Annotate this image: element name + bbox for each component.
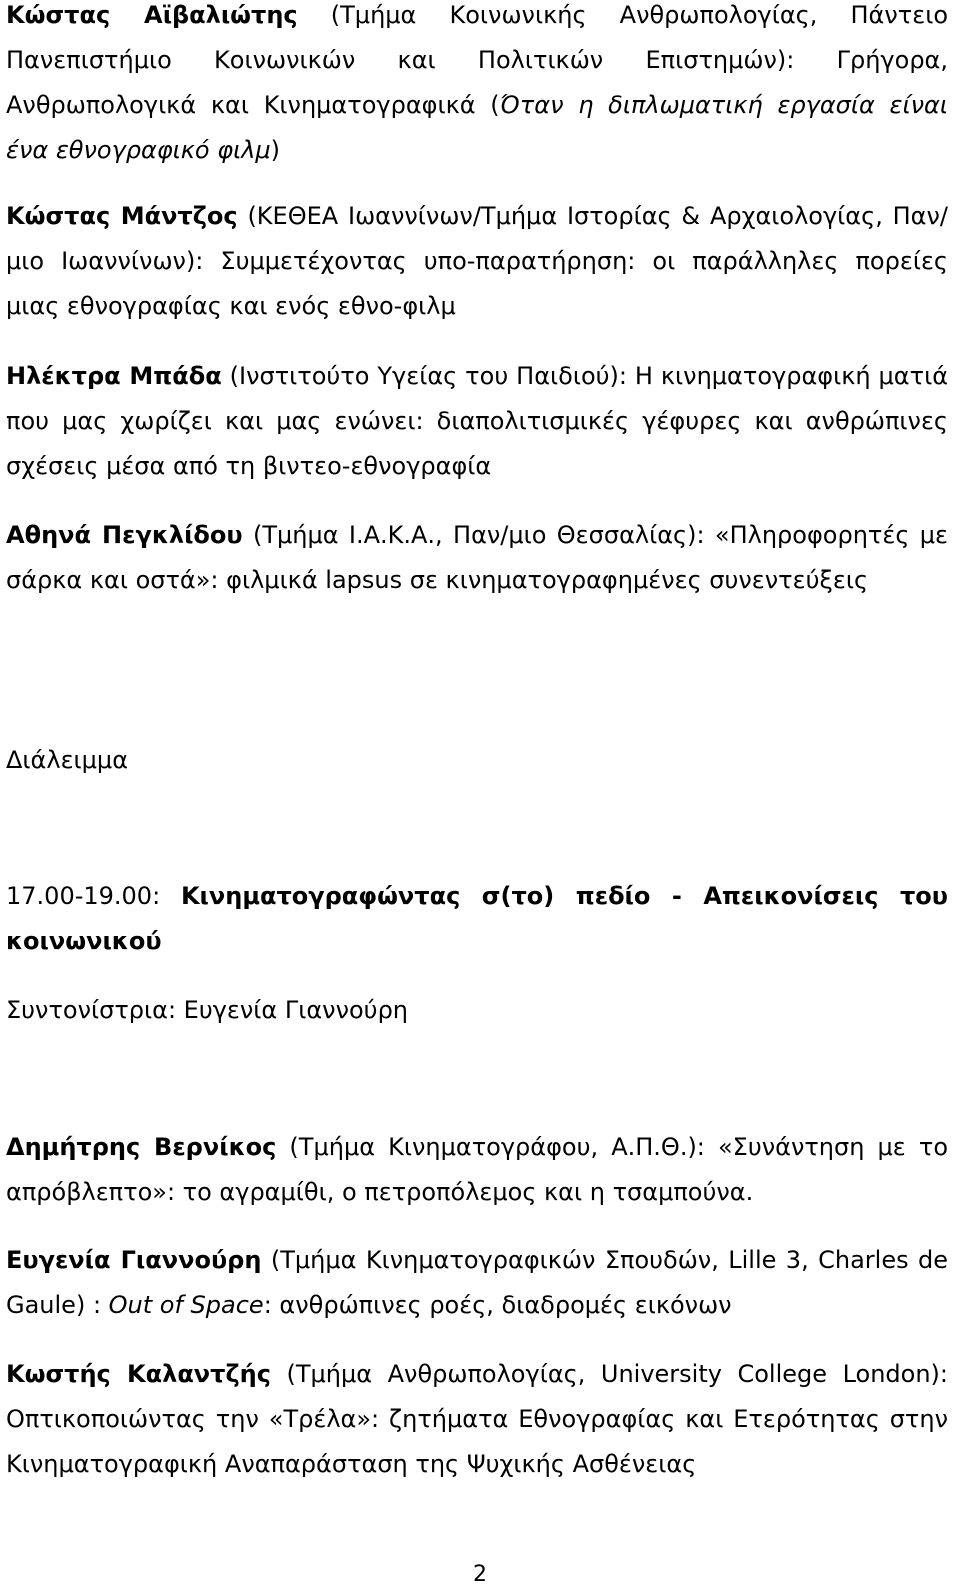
talk-kalantzis (6, 1352, 948, 1487)
author-name: Αθηνά Πεγκλίδου (6, 521, 243, 549)
author-name: Κώστας Αϊβαλιώτης (6, 1, 298, 29)
talk-title-tail: : ανθρώπινες ροές, διαδρομές εικόνων (263, 1291, 732, 1319)
author-name: Κωστής Καλαντζής (6, 1360, 271, 1388)
author-affiliation-and-title: (Ινστιτούτο Υγείας του Παιδιού): Η κινηματογραφική ματιά που μας χωρίζει και μας ενώνει: διαπολιτισμικές γέφυρες και ανθρώπινες σχέσεις μέσα από τη βιντεο-εθνογραφία (6, 362, 949, 480)
author-name: Ηλέκτρα Μπάδα (6, 362, 222, 390)
entry-bada (6, 354, 948, 489)
entry-peglidou (6, 513, 948, 603)
talk-vernikos (6, 1125, 948, 1215)
author-name: Ευγενία Γιαννούρη (6, 1246, 262, 1274)
break-label: Διάλειμμα (6, 746, 129, 774)
session-time: 17.00-19.00: (6, 882, 181, 910)
talk-title-tail: ) (270, 136, 281, 164)
author-affiliation-and-title: (Τμήμα Ανθρωπολογίας, University College London): Οπτικοποιώντας την «Τρέλα»: ζητήματα Εθνογραφίας και Ετερότητας στην Κινηματογραφική Αναπαράσταση της Ψυχικής Ασθένειας (6, 1360, 948, 1478)
entry-aivaliotis (6, 0, 948, 173)
talk-giannouri (6, 1238, 948, 1328)
talk-title: Όταν η διπλωματική εργασία είναι ένα εθνογραφικό φιλμ (6, 91, 948, 164)
entry-mantzos (6, 194, 948, 329)
author-name: Δημήτρης Βερνίκος (6, 1133, 277, 1161)
author-affiliation-and-title: (ΚΕΘΕΑ Ιωαννίνων/Τμήμα Ιστορίας & Αρχαιολογίας, Παν/μιο Ιωαννίνων): Συμμετέχοντας υπο-παρατήρηση: οι παράλληλες πορείες μιας εθνογραφίας και ενός εθνο-φιλμ (6, 202, 948, 320)
talk-title: Out of Space (108, 1291, 264, 1319)
session-heading (6, 874, 948, 964)
author-name: Κώστας Μάντζος (6, 202, 238, 230)
author-affiliation-and-title: (Τμήμα Ι.Α.Κ.Α., Παν/μιο Θεσσαλίας): «Πληροφορητές με σάρκα και οστά»: φιλμικά lapsus σε κινηματογραφημένες συνεντεύξεις (6, 521, 949, 594)
session-title: Κινηματογραφώντας σ(το) πεδίο - Απεικονίσεις του κοινωνικού (6, 882, 948, 955)
page-number: 2 (473, 1562, 487, 1587)
session-coordinator: Συντονίστρια: Ευγενία Γιαννούρη (6, 996, 409, 1024)
author-affiliation-and-title: (Τμήμα Κινηματογράφου, Α.Π.Θ.): «Συνάντηση με το απρόβλεπτο»: το αγραμίθι, ο πετροπόλεμος και η τσαμπούνα. (6, 1133, 949, 1206)
author-affiliation: (Τμήμα Κοινωνικής Ανθρωπολογίας, Πάντειο Πανεπιστήμιο Κοινωνικών και Πολιτικών Επιστημών): Γρήγορα, Ανθρωπολογικά και Κινηματογραφικά ( (6, 1, 948, 119)
author-affiliation: (Τμήμα Κινηματογραφικών Σπουδών, Lille 3, Charles de Gaule) : (6, 1246, 949, 1319)
